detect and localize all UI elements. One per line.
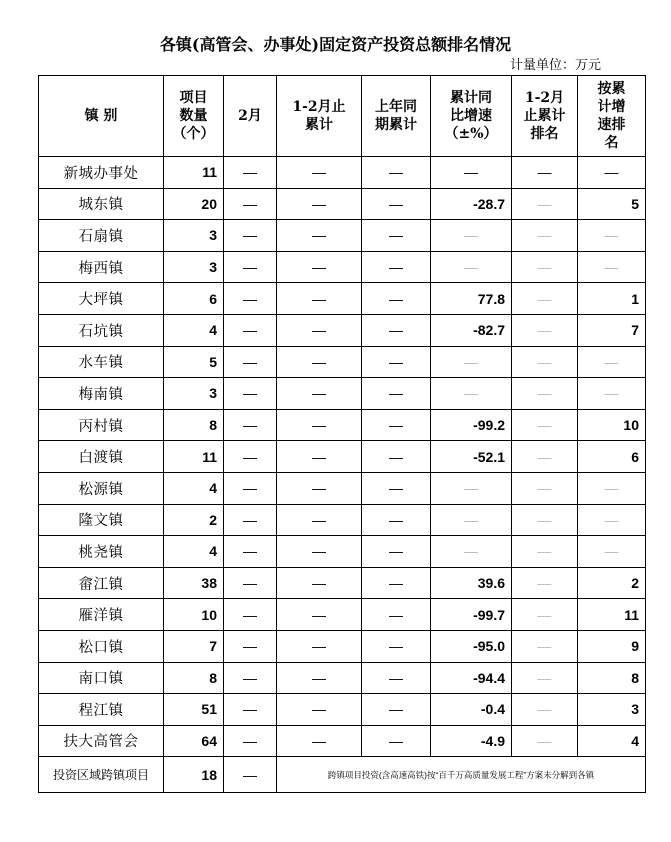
- cell-count: 64: [164, 725, 224, 757]
- cell-feb: —: [224, 757, 277, 793]
- cell-growth-rank: 2: [578, 567, 646, 599]
- cell-feb: —: [224, 599, 277, 631]
- cell-prev: —: [362, 409, 431, 441]
- cell-feb: —: [224, 662, 277, 694]
- cell-prev: —: [362, 441, 431, 473]
- cell-growth: -28.7: [431, 188, 512, 220]
- cell-growth: —: [431, 378, 512, 410]
- cell-ytd-rank: —: [512, 536, 578, 568]
- header-town: 镇 别: [39, 76, 164, 157]
- table-row: [39, 536, 646, 568]
- cell-ytd-rank: —: [512, 441, 578, 473]
- cell-count: 7: [164, 630, 224, 662]
- cell-town: 石坑镇: [39, 314, 164, 346]
- cell-count: 4: [164, 314, 224, 346]
- cell-growth: -95.0: [431, 630, 512, 662]
- cell-feb: —: [224, 630, 277, 662]
- cell-growth-rank: 5: [578, 188, 646, 220]
- cell-count: 3: [164, 220, 224, 252]
- page-title: 各镇(高管会、办事处)固定资产投资总额排名情况: [159, 35, 512, 54]
- cell-ytd-rank: —: [512, 694, 578, 726]
- cell-ytd: —: [277, 409, 362, 441]
- cell-count: 3: [164, 378, 224, 410]
- cell-count: 51: [164, 694, 224, 726]
- cell-growth-rank: 3: [578, 694, 646, 726]
- cell-ytd: —: [277, 662, 362, 694]
- table-row: [39, 378, 646, 410]
- cell-town: 程江镇: [39, 694, 164, 726]
- cell-ytd-rank: —: [512, 378, 578, 410]
- cell-ytd: —: [277, 283, 362, 315]
- cell-count: 3: [164, 251, 224, 283]
- cell-town: 松口镇: [39, 630, 164, 662]
- cell-ytd-rank: —: [512, 567, 578, 599]
- cell-prev: —: [362, 536, 431, 568]
- unit-label: 计量单位：万元: [509, 58, 601, 73]
- cell-count: 38: [164, 567, 224, 599]
- table-row: [39, 157, 646, 189]
- cell-count: 6: [164, 283, 224, 315]
- header-feb: 2月: [224, 76, 277, 157]
- header-count-line: 项目: [179, 90, 208, 106]
- cell-ytd: —: [277, 504, 362, 536]
- table-row: [39, 283, 646, 315]
- cell-count: 20: [164, 188, 224, 220]
- table-row: [39, 251, 646, 283]
- table-row: [39, 630, 646, 662]
- cell-growth-rank: —: [578, 220, 646, 252]
- cell-feb: —: [224, 314, 277, 346]
- cell-growth-rank: 9: [578, 630, 646, 662]
- cell-ytd: —: [277, 314, 362, 346]
- table-row: [39, 725, 646, 757]
- cell-growth-rank: 6: [578, 441, 646, 473]
- table-row: [39, 220, 646, 252]
- cell-feb: —: [224, 157, 277, 189]
- cell-prev: —: [362, 630, 431, 662]
- cell-town: 扶大高管会: [39, 725, 164, 757]
- cell-growth: 39.6: [431, 567, 512, 599]
- cell-prev: —: [362, 251, 431, 283]
- cell-town: 新城办事处: [39, 157, 164, 189]
- cell-feb: —: [224, 472, 277, 504]
- table-row-cross-town: [39, 757, 646, 793]
- cell-ytd-rank: —: [512, 220, 578, 252]
- cell-feb: —: [224, 378, 277, 410]
- cell-feb: —: [224, 725, 277, 757]
- table-row: [39, 662, 646, 694]
- cell-prev: —: [362, 504, 431, 536]
- header-ytd-rank: [512, 76, 578, 157]
- cell-feb: —: [224, 409, 277, 441]
- cell-ytd: —: [277, 694, 362, 726]
- table-row: [39, 504, 646, 536]
- header-growth-line: 比增速: [450, 108, 492, 124]
- cell-feb: —: [224, 220, 277, 252]
- header-growth-rank-line: 计增: [597, 99, 626, 115]
- cell-ytd: —: [277, 188, 362, 220]
- header-ytd: [277, 76, 362, 157]
- header-count: [164, 76, 224, 157]
- header-ytd-line: 累计: [305, 117, 333, 133]
- cell-prev: —: [362, 346, 431, 378]
- cell-growth-rank: —: [578, 251, 646, 283]
- cell-growth: —: [431, 220, 512, 252]
- cell-ytd-rank: —: [512, 599, 578, 631]
- header-prev-line: 上年同: [375, 99, 417, 115]
- cell-feb: —: [224, 504, 277, 536]
- cell-count: 5: [164, 346, 224, 378]
- header-growth-rank: [578, 76, 646, 157]
- cell-prev: —: [362, 188, 431, 220]
- cell-growth-rank: 7: [578, 314, 646, 346]
- cell-ytd: —: [277, 567, 362, 599]
- header-growth-rank-line: 速排: [597, 117, 626, 133]
- cell-ytd: —: [277, 630, 362, 662]
- cell-growth: -4.9: [431, 725, 512, 757]
- table-row: [39, 694, 646, 726]
- cell-count: 18: [164, 757, 224, 793]
- cell-town: 白渡镇: [39, 441, 164, 473]
- cell-town: 梅西镇: [39, 251, 164, 283]
- ranking-table: [38, 75, 646, 793]
- cell-count: 8: [164, 662, 224, 694]
- header-ytd-rank-line: 1-2月: [524, 90, 565, 106]
- cell-ytd-rank: —: [512, 409, 578, 441]
- cell-town: 松源镇: [39, 472, 164, 504]
- cell-ytd: —: [277, 251, 362, 283]
- header-ytd-line: 1-2月止: [292, 99, 346, 115]
- cell-count: 11: [164, 157, 224, 189]
- table-row: [39, 472, 646, 504]
- header-count-line: （个）: [172, 126, 215, 142]
- cell-feb: —: [224, 441, 277, 473]
- cell-prev: —: [362, 283, 431, 315]
- cell-growth: —: [431, 472, 512, 504]
- cell-prev: —: [362, 567, 431, 599]
- cell-town: 雁洋镇: [39, 599, 164, 631]
- cell-growth-rank: —: [578, 504, 646, 536]
- cell-count: 2: [164, 504, 224, 536]
- cell-feb: —: [224, 283, 277, 315]
- cell-town: 投资区域跨镇项目: [39, 757, 164, 793]
- cell-growth: —: [431, 157, 512, 189]
- header-row: [39, 76, 646, 157]
- cell-growth: —: [431, 504, 512, 536]
- cell-ytd: —: [277, 157, 362, 189]
- header-count-line: 数量: [179, 108, 208, 124]
- cell-growth: -52.1: [431, 441, 512, 473]
- cross-town-note: 跨镇项目投资(含高速高铁)按“百千万高质量发展工程”方案未分解到各镇: [277, 757, 646, 793]
- cell-ytd: —: [277, 378, 362, 410]
- header-growth-rank-line: 按累: [597, 81, 626, 97]
- table-row: [39, 441, 646, 473]
- cell-ytd: —: [277, 536, 362, 568]
- cell-count: 4: [164, 536, 224, 568]
- cell-ytd-rank: —: [512, 725, 578, 757]
- table-row: [39, 346, 646, 378]
- cell-ytd-rank: —: [512, 472, 578, 504]
- cell-prev: —: [362, 472, 431, 504]
- cell-ytd: —: [277, 346, 362, 378]
- cell-ytd: —: [277, 472, 362, 504]
- cell-growth-rank: 4: [578, 725, 646, 757]
- cell-count: 10: [164, 599, 224, 631]
- cell-growth-rank: 11: [578, 599, 646, 631]
- cell-count: 8: [164, 409, 224, 441]
- cell-prev: —: [362, 599, 431, 631]
- header-prev-line: 期累计: [375, 117, 417, 133]
- header-prev: [362, 76, 431, 157]
- cell-feb: —: [224, 567, 277, 599]
- cell-feb: —: [224, 188, 277, 220]
- cell-growth-rank: 1: [578, 283, 646, 315]
- table-row: [39, 314, 646, 346]
- cell-prev: —: [362, 220, 431, 252]
- header-growth-line: （±%）: [444, 126, 498, 142]
- cell-count: 4: [164, 472, 224, 504]
- cell-prev: —: [362, 157, 431, 189]
- cell-growth: 77.8: [431, 283, 512, 315]
- cell-feb: —: [224, 536, 277, 568]
- header-growth: [431, 76, 512, 157]
- cell-growth: -99.7: [431, 599, 512, 631]
- cell-ytd-rank: —: [512, 346, 578, 378]
- cell-growth-rank: —: [578, 536, 646, 568]
- header-growth-rank-line: 名: [604, 135, 619, 151]
- cell-town: 石扇镇: [39, 220, 164, 252]
- cell-town: 梅南镇: [39, 378, 164, 410]
- cell-growth: -94.4: [431, 662, 512, 694]
- cell-growth-rank: —: [578, 472, 646, 504]
- cell-feb: —: [224, 694, 277, 726]
- cell-growth-rank: —: [578, 157, 646, 189]
- cell-prev: —: [362, 378, 431, 410]
- cell-town: 城东镇: [39, 188, 164, 220]
- cell-growth-rank: 8: [578, 662, 646, 694]
- cell-town: 隆文镇: [39, 504, 164, 536]
- cell-growth: —: [431, 536, 512, 568]
- cell-growth: —: [431, 346, 512, 378]
- cell-ytd-rank: —: [512, 157, 578, 189]
- cell-growth: —: [431, 251, 512, 283]
- cell-feb: —: [224, 251, 277, 283]
- header-ytd-rank-line: 排名: [530, 126, 559, 142]
- table-row: [39, 409, 646, 441]
- cell-feb: —: [224, 346, 277, 378]
- cell-ytd: —: [277, 441, 362, 473]
- cell-ytd-rank: —: [512, 314, 578, 346]
- cell-growth-rank: —: [578, 378, 646, 410]
- cell-ytd-rank: —: [512, 251, 578, 283]
- cell-town: 大坪镇: [39, 283, 164, 315]
- cell-prev: —: [362, 725, 431, 757]
- cell-ytd-rank: —: [512, 283, 578, 315]
- table-row: [39, 188, 646, 220]
- cell-town: 畲江镇: [39, 567, 164, 599]
- cell-count: 11: [164, 441, 224, 473]
- cell-growth-rank: 10: [578, 409, 646, 441]
- cell-town: 南口镇: [39, 662, 164, 694]
- cell-town: 桃尧镇: [39, 536, 164, 568]
- cell-growth: -0.4: [431, 694, 512, 726]
- cell-ytd: —: [277, 220, 362, 252]
- cell-prev: —: [362, 694, 431, 726]
- table-row: [39, 599, 646, 631]
- cell-growth-rank: —: [578, 346, 646, 378]
- header-ytd-rank-line: 止累计: [523, 108, 566, 124]
- header-growth-line: 累计同: [450, 90, 492, 106]
- cell-growth: -99.2: [431, 409, 512, 441]
- cell-ytd-rank: —: [512, 662, 578, 694]
- cell-ytd-rank: —: [512, 188, 578, 220]
- cell-ytd: —: [277, 725, 362, 757]
- cell-ytd-rank: —: [512, 504, 578, 536]
- cell-prev: —: [362, 314, 431, 346]
- cell-town: 丙村镇: [39, 409, 164, 441]
- cell-growth: -82.7: [431, 314, 512, 346]
- table-row: [39, 567, 646, 599]
- cell-ytd-rank: —: [512, 630, 578, 662]
- cell-prev: —: [362, 662, 431, 694]
- cell-town: 水车镇: [39, 346, 164, 378]
- cell-ytd: —: [277, 599, 362, 631]
